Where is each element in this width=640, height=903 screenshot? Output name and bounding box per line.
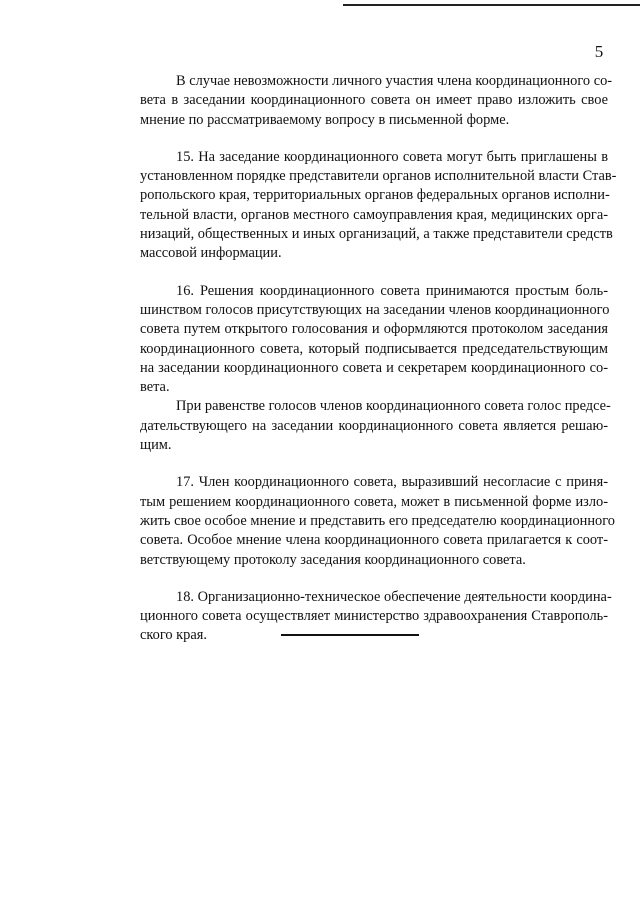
text-line: низаций, общественных и иных организаций, а также представители средств — [140, 226, 613, 243]
text-line: тельной власти, органов местного самоуправления края, медицинских орга- — [140, 206, 608, 223]
text-line: дательствующего на заседании координационного совета является решаю- — [140, 417, 608, 434]
text-line: 17. Член координационного совета, выразивший несогласие с приня- — [176, 474, 608, 491]
text-line: на заседании координационного совета и секретарем координационного со- — [140, 359, 608, 376]
document-body — [104, 72, 617, 646]
text-line: координационного совета, который подписывается председательствующим — [140, 340, 608, 357]
top-rule — [343, 4, 640, 6]
page-number: 5 — [594, 42, 604, 61]
text-line: массовой информации. — [140, 245, 282, 262]
text-line: мнение по рассматриваемому вопросу в письменной форме. — [140, 111, 510, 128]
paragraph-participation — [104, 72, 613, 130]
text-line: В случае невозможности личного участия члена координационного со- — [176, 73, 613, 89]
text-line: 16. Решения координационного совета принимаются простым боль- — [176, 282, 608, 299]
text-line: шинством голосов присутствующих на заседании членов координационного — [140, 301, 610, 318]
text-line: совета путем открытого голосования и оформляются протоколом заседания — [140, 321, 608, 338]
text-line: тым решением координационного совета, может в письменной форме изло- — [140, 493, 608, 510]
text-line: вета. — [140, 379, 170, 396]
text-line: 18. Организационно-техническое обеспечение деятельности координа- — [176, 588, 612, 605]
text-line: 15. На заседание координационного совета могут быть приглашены в — [176, 148, 608, 165]
text-line: жить свое особое мнение и представить его председателю координационного — [140, 512, 615, 529]
text-line: ропольского края, территориальных органов федеральных органов исполни- — [140, 187, 610, 204]
text-line: щим. — [140, 437, 172, 454]
text-line: установленном порядке представители органов исполнительной власти Став- — [140, 168, 617, 185]
text-line: При равенстве голосов членов координационного совета голос предсе- — [176, 398, 611, 415]
paragraph-16 — [104, 282, 608, 398]
text-line: ского края. — [140, 627, 207, 644]
paragraph-17 — [104, 473, 615, 569]
text-line: ционного совета осуществляет министерство здравоохранения Ставрополь- — [140, 608, 608, 625]
end-rule — [281, 634, 419, 636]
text-line: вета в заседании координационного совета он имеет право изложить свое — [140, 92, 608, 109]
paragraph-18 — [104, 588, 612, 646]
paragraph-16-tie-vote — [104, 397, 611, 455]
paragraph-15 — [104, 148, 617, 264]
text-line: совета. Особое мнение члена координационного совета прилагается к соот- — [140, 532, 608, 549]
text-line: ветствующему протоколу заседания координационного совета. — [140, 551, 526, 568]
